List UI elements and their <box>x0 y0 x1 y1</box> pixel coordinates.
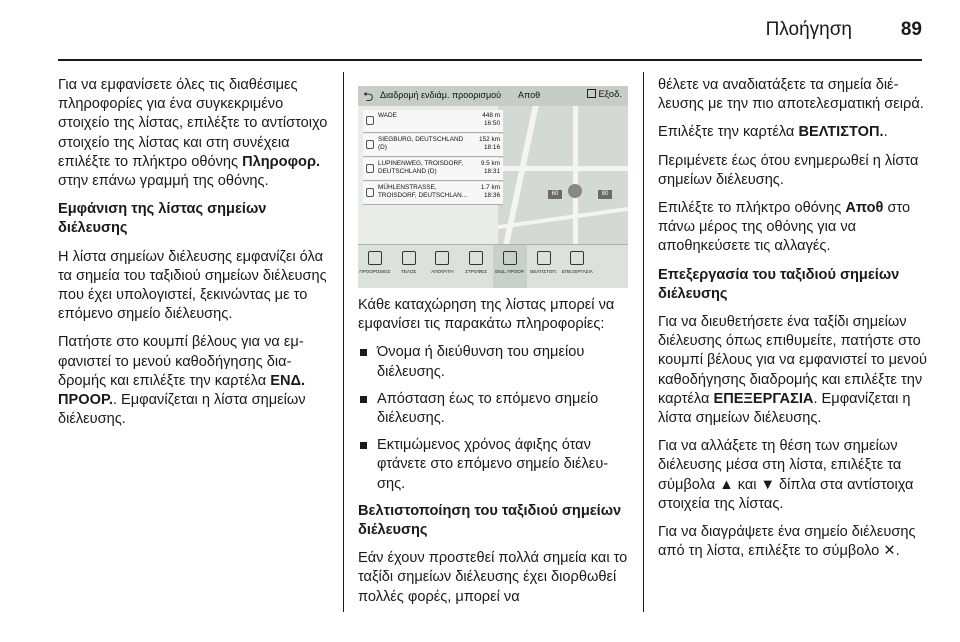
save-button: Αποθ <box>518 90 541 100</box>
map-road <box>498 166 628 171</box>
figure-tab-bar <box>358 244 628 288</box>
turn-list-icon <box>469 251 483 265</box>
waypoint-flag-icon <box>366 164 374 173</box>
column-1 <box>58 76 328 438</box>
paragraph-wait: Περιμένετε έως ότου ενημερωθεί η λίστα σημείων διέλευσης. <box>658 152 919 188</box>
speed-limit-badge: 60 <box>548 190 562 199</box>
page-header <box>0 0 960 60</box>
figure-title-bar <box>358 86 628 106</box>
paragraph-save: Επιλέξτε το πλήκτρο οθόνης Αποθ στο πάνω μέρος της οθόνης για να αποθηκεύσετε τις αλλαγές. <box>658 200 911 255</box>
destination-flag-icon <box>366 188 374 197</box>
page-number: 89 <box>900 19 922 40</box>
search-icon <box>368 251 382 265</box>
map-view <box>498 106 628 244</box>
speed-limit-badge: 80 <box>598 190 612 199</box>
stop-route-icon <box>402 251 416 265</box>
vehicle-position-icon <box>568 184 582 198</box>
exit-icon <box>587 89 596 98</box>
tab-edit: ΕΠΕΞΕΡΓΑΣΙΑ <box>561 245 595 288</box>
paragraph-reorder: θέλετε να αναδιατάξετε τα σημεία διέλευσης με την πιο αποτελεσματική σειρά. <box>658 77 924 113</box>
paragraph-waypoint-list: Η λίστα σημείων διέλευσης εμφανίζει όλα τα σημεία του ταξιδιού σημείων διέλευσης που έχει υπολογιστεί, ξεκινώντας με το επόμενο σημείο διέλευσης. <box>58 248 327 323</box>
avoid-icon <box>435 251 449 265</box>
tab-optimize: ΒΕΛΤΙΣΤΟΠ. <box>527 245 561 288</box>
heading-edit-trip: Επεξεργασία του ταξιδιού σημείων διέλευσης <box>658 266 900 302</box>
waypoint-route-icon <box>503 251 517 265</box>
column-divider <box>643 72 644 612</box>
list-item: SIEGBURG, DEUTSCHLAND (D) 152 km 18:16 <box>363 134 503 157</box>
waypoint-flag-icon <box>366 116 374 125</box>
paragraph-edit: Για να διευθετήσετε ένα ταξίδι σημείων διέλευσης όπως επιθυμείτε, πατήστε στο κουμπί βέλους για να εμφανιστεί το μενού καθοδήγησης διαδρομής και επιλέξτε την καρτέλα ΕΠΕΞΕΡΓΑΣΙΑ. Εμφανίζεται η λίστα σημείων διέλευσης. <box>658 314 927 427</box>
heading-optimize-trip: Βελτιστοποίηση του ταξιδιού σημείων διέλευσης <box>358 502 622 539</box>
paragraph-entry-info: Κάθε καταχώρηση της λίστας μπορεί να εμφανίσει τις παρακάτω πληροφορίες: <box>358 297 615 333</box>
figure-title: Διαδρομή ενδιάμ. προορισμού <box>380 90 502 100</box>
paragraph-optimize: Εάν έχουν προστεθεί πολλά σημεία και το ταξίδι σημείων διέλευσης έχει διορθωθεί πολλές φορές, μπορεί να <box>358 550 628 605</box>
tab-destination: ΠΡΟΟΡΙΣΜΟΣ <box>358 245 392 288</box>
header-rule <box>58 59 922 61</box>
optimize-icon <box>537 251 551 265</box>
tab-turns: ΣΤΡΟΦΕΣ <box>459 245 493 288</box>
list-item: WADE 448 m 16:50 <box>363 110 503 133</box>
exit-button: Εξοδ. <box>587 89 622 100</box>
tab-end: ΤΕΛΟΣ <box>392 245 426 288</box>
map-road <box>498 207 628 229</box>
column-divider <box>343 72 344 612</box>
list-item: LUPINENWEG, TROISDORF, DEUTSCHLAND (D) 9.5 km 18:31 <box>363 158 503 181</box>
map-road <box>573 106 578 244</box>
waypoint-screen-figure <box>358 86 628 288</box>
info-bullet-list <box>358 343 628 493</box>
paragraph-move: Για να αλλάξετε τη θέση των σημείων διέλευσης μέσα στη λίστα, επιλέξτε τα σύμβολα ▲ και ▼ δίπλα στα αντίστοιχα στοιχεία της λίστας. <box>658 438 914 512</box>
tab-waypoints: ΕΝΔ. ΠΡΟΟΡ. <box>493 245 527 288</box>
heading-show-waypoint-list: Εμφάνιση της λίστας σημείων διέλευσης <box>58 201 267 237</box>
waypoint-list <box>363 110 503 206</box>
edit-route-icon <box>570 251 584 265</box>
column-2 <box>358 296 628 616</box>
back-arrow-icon: ⮌ <box>363 89 374 104</box>
list-item: MÜHLENSTRASSE, TROISDORF, DEUTSCHLAN... 1.7 km 18:36 <box>363 182 503 205</box>
paragraph-delete: Για να διαγράψετε ένα σημείο διέλευσης από τη λίστα, επιλέξτε το σύμβολο ✕. <box>658 524 916 560</box>
tab-avoid: ΑΠΟΦΥΓΗ <box>426 245 460 288</box>
paragraph-open-list: Πατήστε στο κουμπί βέλους για να εμφανιστεί το μενού καθοδήγησης διαδρομής και επιλέξτε την καρτέλα ΕΝΔ. ΠΡΟΟΡ.. Εμφανίζεται η λίστα σημείων διέλευσης. <box>58 334 306 428</box>
column-3 <box>658 76 928 570</box>
list-item: Όνομα ή διεύθυνση του σημείου διέλευσης. <box>358 343 628 381</box>
paragraph-info: Για να εμφανίσετε όλες τις διαθέσιμες πληροφορίες για ένα συγκεκριμένο στοιχείο της λίστας, επιλέξτε το αντίστοιχο στοιχείο της λίστας και στη συνέχεια επιλέξτε το πλήκτρο οθόνης Πληροφορ. στην επάνω γραμμή της οθόνης. <box>58 77 328 190</box>
list-item: Εκτιμώμενος χρόνος άφιξης όταν φτάνετε στο επόμενο σημείο διέλευσης. <box>358 436 628 494</box>
section-title: Πλοήγηση <box>765 19 852 40</box>
waypoint-flag-icon <box>366 140 374 149</box>
list-item: Απόσταση έως το επόμενο σημείο διέλευσης. <box>358 390 628 428</box>
paragraph-select-optimize: Επιλέξτε την καρτέλα ΒΕΛΤΙΣΤΟΠ.. <box>658 124 888 141</box>
